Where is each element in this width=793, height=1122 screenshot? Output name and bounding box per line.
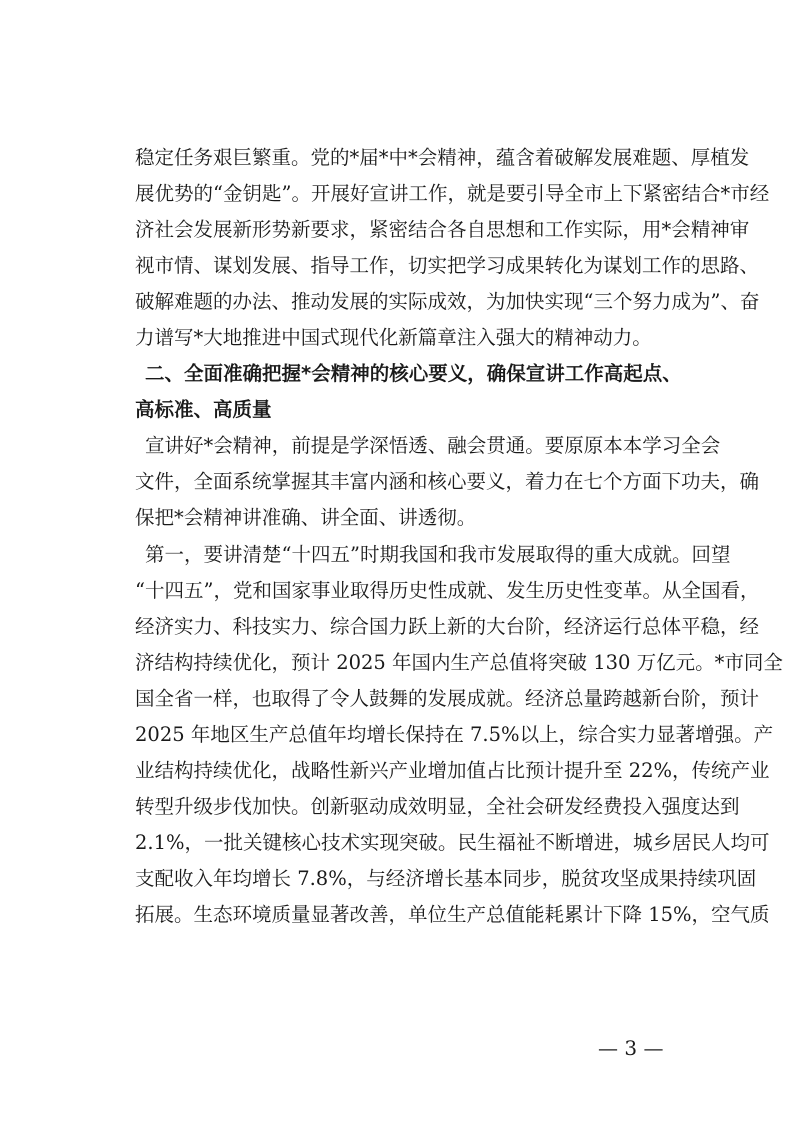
paragraph-line: 业结构持续优化，战略性新兴产业增加值占比预计提升至 22%，传统产业 [135, 759, 770, 782]
paragraph-line: 稳定任务艰巨繁重。党的*届*中*会精神，蕴含着破解发展难题、厚植发 [135, 146, 750, 169]
paragraph-line: 力谱写*大地推进中国式现代化新篇章注入强大的精神动力。 [135, 326, 652, 349]
section-heading: 高标准、高质量 [135, 398, 272, 421]
paragraph-line: 视市情、谋划发展、指导工作，切实把学习成果转化为谋划工作的思路、 [135, 254, 760, 277]
paragraph-line: 第一，要讲清楚“十四五”时期我国和我市发展取得的重大成就。回望 [145, 543, 731, 566]
paragraph-line: 破解难题的办法、推动发展的实际成效，为加快实现“三个努力成为”、奋 [135, 290, 760, 313]
paragraph-line: 转型升级步伐加快。创新驱动成效明显，全社会研发经费投入强度达到 [135, 795, 740, 818]
paragraph-line: 拓展。生态环境质量显著改善，单位生产总值能耗累计下降 15%，空气质 [135, 903, 770, 926]
paragraph-line: 2.1%，一批关键核心技术实现突破。民生福祉不断增进，城乡居民人均可 [135, 831, 770, 854]
paragraph-line: 国全省一样，也取得了令人鼓舞的发展成就。经济总量跨越新台阶，预计 [135, 687, 760, 710]
paragraph-line: 济社会发展新形势新要求，紧密结合各自思想和工作实际，用*会精神审 [135, 218, 750, 241]
section-heading: 二、全面准确把握*会精神的核心要义，确保宣讲工作高起点、 [145, 362, 682, 385]
paragraph-line: 文件，全面系统掌握其丰富内涵和核心要义，着力在七个方面下功夫，确 [135, 470, 760, 493]
paragraph-line: 展优势的“金钥匙”。开展好宣讲工作，就是要引导全市上下紧密结合*市经 [135, 182, 770, 205]
paragraph-line: 宣讲好*会精神，前提是学深悟透、融会贯通。要原原本本学习全会 [145, 434, 721, 457]
paragraph-line: 2025 年地区生产总值年均增长保持在 7.5%以上，综合实力显著增强。产 [135, 723, 774, 746]
paragraph-line: “十四五”，党和国家事业取得历史性成就、发生历史性变革。从全国看， [135, 579, 760, 602]
paragraph-line: 济结构持续优化，预计 2025 年国内生产总值将突破 130 万亿元。*市同全 [135, 651, 783, 674]
page-number: — 3 — [598, 1036, 664, 1060]
paragraph-line: 经济实力、科技实力、综合国力跃上新的大台阶，经济运行总体平稳，经 [135, 615, 760, 638]
paragraph-line: 保把*会精神讲准确、讲全面、讲透彻。 [135, 506, 477, 529]
paragraph-line: 支配收入年均增长 7.8%，与经济增长基本同步，脱贫攻坚成果持续巩固 [135, 867, 757, 890]
